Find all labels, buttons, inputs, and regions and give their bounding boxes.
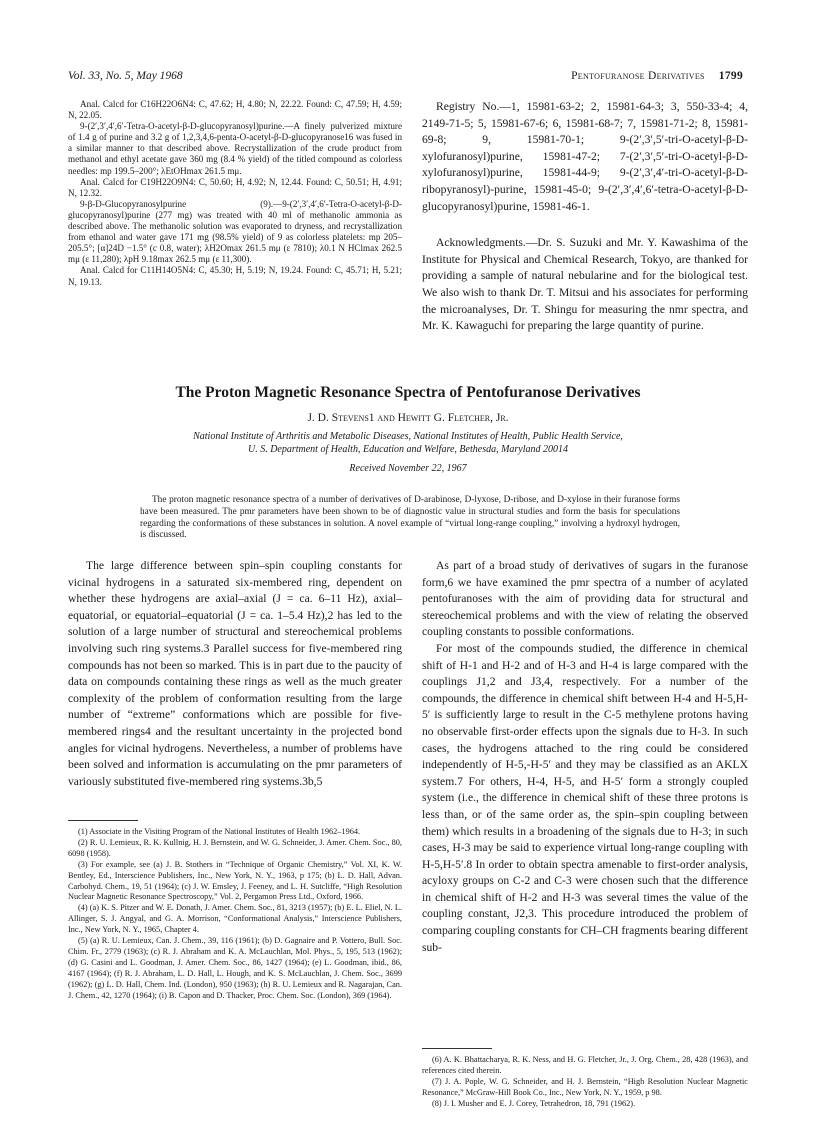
footnote-4: (4) (a) K. S. Pitzer and W. E. Donath, J. Amer. Chem. Soc., 81, 3213 (1957); (b) E. L. Eliel, N. L. Allinger, S. J. Angyal, and G. A. Morrison, “Conformational Analysis,” Interscience Publishers, Inc., New York, N. Y., 1965, Chapter 4. bbox=[68, 903, 402, 935]
footnotes-right bbox=[422, 1055, 748, 1110]
article-authors: J. D. Stevens1 and Hewitt G. Fletcher, Jr. bbox=[307, 412, 509, 424]
running-header-volume: Vol. 33, No. 5, May 1968 bbox=[68, 70, 183, 82]
footnote-6: (6) A. K. Bhattacharya, R. K. Ness, and H. G. Fletcher, Jr., J. Org. Chem., 28, 428 (1963), and references cited therein. bbox=[422, 1055, 748, 1075]
article-header bbox=[68, 384, 748, 474]
footnotes-left bbox=[68, 827, 402, 1002]
affiliation-line-1: National Institute of Arthritis and Metabolic Diseases, National Institutes of Health, Public Health Service, bbox=[193, 431, 623, 442]
body-paragraph-1: As part of a broad study of derivatives of sugars in the furanose form,6 we have examined the pmr spectra of a number of acylated pentofuranoses with the aim of providing data for structural and stereochemical problems and with the view of relating the observed coupling constants to possible conformations. bbox=[422, 559, 748, 639]
page-number: 1799 bbox=[718, 70, 743, 82]
analysis-2: Anal. Calcd for C19H22O9N4: C, 50.60; H, 4.92; N, 12.44. Found: C, 50.51; H, 4.91; N, 12.32. bbox=[68, 176, 402, 198]
footnote-8: (8) J. I. Musher and E. J. Corey, Tetrahedron, 18, 791 (1962). bbox=[432, 1098, 636, 1108]
abstract-text: The proton magnetic resonance spectra of a number of derivatives of D-arabinose, D-lyxose, D-ribose, and D-xylose in their furanose forms have been measured. The pmr parameters have been shown to be of diagnostic value in structural studies and form the basis for speculations regarding the conformations of these substances in solution. A novel example of “virtual long-range coupling,” involving a hydroxyl hydrogen, is discussed. bbox=[140, 495, 680, 541]
experimental-section bbox=[68, 99, 402, 288]
footnote-rule-left bbox=[68, 820, 138, 821]
body-paragraph-2: For most of the compounds studied, the difference in chemical shift of H-1 and H-2 and of H-3 and H-4 is large compared with the couplings J1,2 and J3,4, respectively. For a number of the compounds, the difference in chemical shift between H-4 and H-5,H-5′ is sufficiently large to result in the C-5 methylene protons having no observable first-order effects upon the signals due to H-3. In such cases, the hydrogens attached to the ring could be considered independently of H-5,-H-5′ and they may be classified as an AKLX system.7 For others, H-4, H-5, and H-5′ form a strongly coupled system (i.e., the difference in chemical shift of these three protons is less than, or of the same order as, the spin–spin coupling between them) which results in a broadening of the signals due to H-3; in such cases, H-3 may be said to experience virtual long-range coupling with H-5,H-5′.8 In order to obtain spectra amenable to first-order analysis, acyloxy groups on C-2 and C-3 were chosen such that the difference in chemical shift of H-2 and H-3 was several times the value of the coupling constant, J2,3. This procedure introduced the problem of comparing coupling constants for CH–CH fragments bearing different sub- bbox=[422, 641, 748, 954]
received-date: Received November 22, 1967 bbox=[349, 463, 467, 474]
glucopyranosyl-prep: 9-(2′,3′,4′,6′-Tetra-O-acetyl-β-D-glucopyranosyl)purine.—A finely pulverized mixture of 1.4 g of purine and 3.2 g of 1,2,3,4,6-penta-O-acetyl-β-D-glucopyranose16 was fused in a similar manner to that described above. Recrystallization of the crude product from methanol and ethyl acetate gave 360 mg (8.4 % yield) of the titled compound as colorless needles: mp 199.5–200°; λEtOHmax 261.5 mμ. bbox=[68, 121, 402, 176]
analysis-3: Anal. Calcd for C11H14O5N4: C, 45.30; H, 5.19; N, 19.24. Found: C, 45.71; H, 5.21; N, 19.13. bbox=[68, 265, 402, 287]
registry-numbers: Registry No.—1, 15981-63-2; 2, 15981-64-3; 3, 550-33-4; 4, 2149-71-5; 5, 15981-67-6; 6, 15981-68-7; 7, 15981-71-2; 8, 15981-69-8; 9, 15981-70-1; 9-(2′,3′,5′-tri-O-acetyl-β-D-xylofuranosyl)purine, 15981-47-2; 7-(2′,3′,5′-tri-O-acetyl-β-D-xylofuranosyl)purine, 15981-44-9; 9-(2′,3′,4′-tri-O-acetyl-β-D-ribopyranosyl)-purine, 15981-45-0; 9-(2′,3′,4′,6′-tetra-O-acetyl-β-D-glucopyranosyl)purine, 15981-46-1. bbox=[422, 100, 748, 213]
footnote-3: (3) For example, see (a) J. B. Stothers in “Technique of Organic Chemistry,” Vol. XI, K. W. Bentley, Ed., Interscience Publishers, Inc., New York, N. Y., 1963, p 175; (b) L. D. Hall, Advan. Carbohyd. Chem., 19, 51 (1964); (c) J. W. Emsley, J. Feeney, and L. H. Sutcliffe, “High Resolution Nuclear Magnetic Resonance Spectroscopy,” Vol. 2, Pergamon Press Ltd., Oxford, 1966. bbox=[68, 859, 402, 902]
analysis-1: Anal. Calcd for C16H22O6N4: C, 47.62; H, 4.80; N, 22.22. Found: C, 47.59; H, 4.59; N, 22.05. bbox=[68, 99, 402, 121]
glucopyranosylpurine-prep: 9-β-D-Glucopyranosylpurine (9).—9-(2′,3′,4′,6′-Tetra-O-acetyl-β-D-glucopyranosyl)purine (277 mg) was treated with 40 ml of methanolic ammonia as described above. The methanolic solution was evaporated to dryness, and recrystallization from ethanol and water gave 171 mg (98.5% yield) of 9 as colorless platelets: mp 205–205.5°; [α]24D −1.5° (c 0.8, water); λH2Omax 261.5 mμ (ε 7810); λ0.1 N HClmax 262.5 mμ (ε 11,280); λpH 9.18max 262.5 mμ (ε 11,300). bbox=[68, 198, 402, 265]
footnote-7: (7) J. A. Pople, W. G. Schneider, and H. J. Bernstein, “High Resolution Nuclear Magnetic Resonance,” McGraw-Hill Book Co., Inc., New York, N. Y., 1959, p 98. bbox=[422, 1076, 748, 1097]
abstract bbox=[140, 495, 680, 542]
running-title: Pentofuranose Derivatives bbox=[571, 70, 705, 82]
footnote-5: (5) (a) R. U. Lemieux, Can. J. Chem., 39, 116 (1961); (b) D. Gagnaire and P. Vottero, Bull. Soc. Chim. Fr., 2779 (1963); (c) R. J. Abraham and K. A. McLauchlan, Mol. Phys., 5, 195, 513 (1962); (d) G. Casini and L. Goodman, J. Amer. Chem. Soc., 86, 1427 (1964); (e) L. Goodman, ibid., 86, 4167 (1964); (f) R. J. Abraham, L. D. Hall, L. Hough, and K. S. McLauchlan, J. Chem. Soc., 3699 (1962); (g) L. D. Hall, Chem. Ind. (London), 950 (1963); (h) R. U. Lemieux and R. Nagarajan, Can. J. Chem., 42, 1270 (1964); (i) B. Capon and D. Thacker, Proc. Chem. Soc. (London), 369 (1964). bbox=[68, 936, 402, 1000]
running-header-title bbox=[571, 70, 743, 82]
article-title: The Proton Magnetic Resonance Spectra of Pentofuranose Derivatives bbox=[175, 384, 641, 401]
affiliation bbox=[68, 430, 748, 456]
registry-and-ack bbox=[422, 99, 748, 335]
acknowledgments: Acknowledgments.—Dr. S. Suzuki and Mr. Y. Kawashima of the Institute for Physical and Chemical Research, Tokyo, are thanked for providing a sample of natural nebularine and for the biological test. We also wish to thank Dr. T. Mitsui and his associates for performing the microanalyses, Dr. T. Shingu for measuring the nmr spectra, and Mr. K. Kawaguchi for preparing the large quantity of purine. bbox=[422, 236, 748, 333]
footnote-2: (2) R. U. Lemieux, R. K. Kullnig, H. J. Bernstein, and W. G. Schneider, J. Amer. Chem. Soc., 80, 6098 (1958). bbox=[68, 837, 402, 858]
affiliation-line-2: U. S. Department of Health, Education and Welfare, Bethesda, Maryland 20014 bbox=[247, 444, 569, 455]
footnote-1: (1) Associate in the Visiting Program of the National Institutes of Health 1962–1964. bbox=[78, 827, 361, 836]
body-column-right bbox=[422, 558, 748, 956]
body-column-left bbox=[68, 558, 402, 790]
footnote-rule-right bbox=[422, 1048, 492, 1049]
intro-paragraph: The large difference between spin–spin coupling constants for vicinal hydrogens in a saturated six-membered ring, dependent on whether these hydrogens are axial–axial (J = ca. 6–11 Hz), axial–equatorial, or equatorial–equatorial (J = ca. 1–5.4 Hz),2 has led to the solution of a large number of structural and stereochemical problems involving such ring systems.3 Parallel success for five-membered ring compounds has not been so marked. This is in part due to the paucity of data on compounds containing these rings as well as the much greater complexity of the problem of conformation resulting from the large number of “extreme” conformations which are possible for five-membered rings4 and the resultant uncertainty in the projected bond angles for vicinal hydrogens. Nevertheless, a number of problems have been solved and information is accumulating on the pmr parameters of variously substituted five-membered ring systems.3b,5 bbox=[68, 559, 402, 788]
